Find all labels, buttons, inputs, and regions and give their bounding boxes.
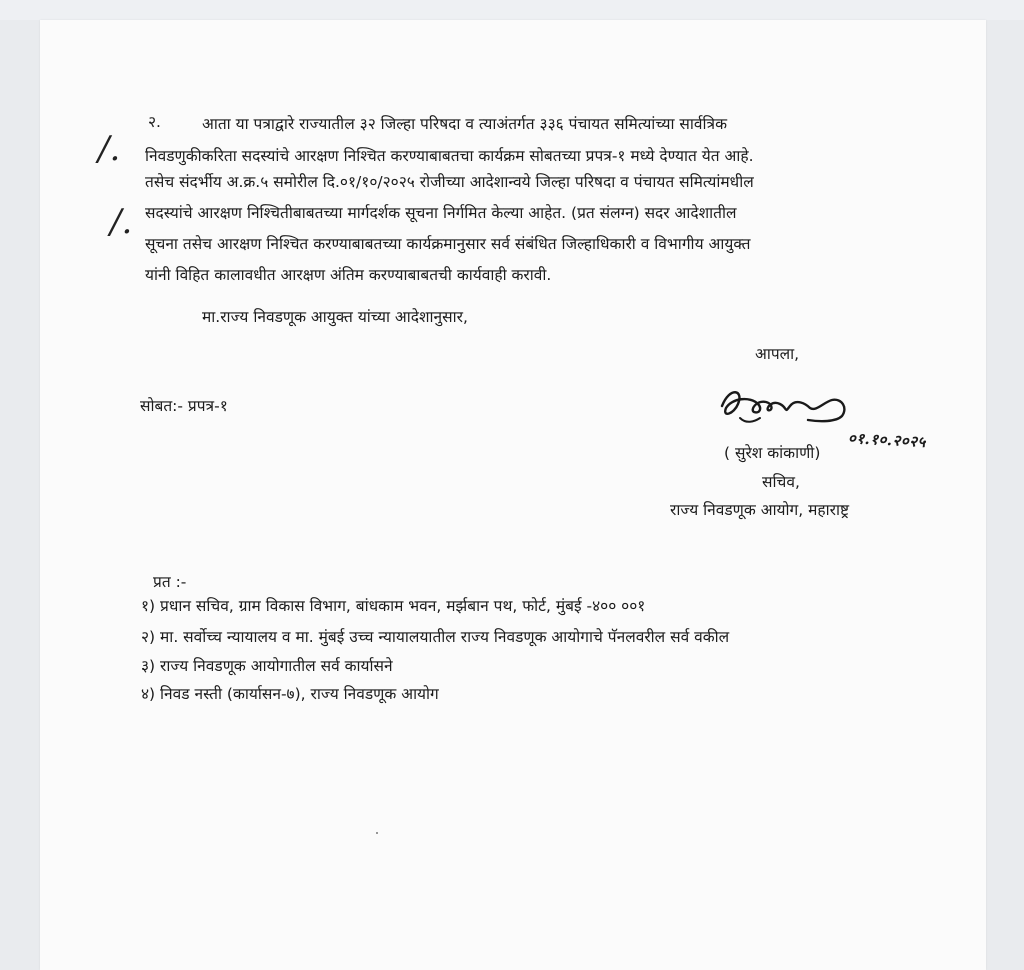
paragraph-number: २. [148,113,161,131]
signatory-organisation: राज्य निवडणूक आयोग, महाराष्ट्र [670,501,850,519]
copy-list-item: २) मा. सर्वोच्च न्यायालय व मा. मुंबई उच्च न्यायालयातील राज्य निवडणूक आयोगाचे पॅनलवरील सर्व वकील [141,628,730,646]
copy-heading: प्रत :- [153,573,187,591]
margin-tick-mark: /. [110,202,133,242]
margin-tick-mark: /. [98,129,121,169]
viewer-top-strip [0,0,1024,20]
paragraph-line: आता या पत्राद्वारे राज्यातील ३२ जिल्हा परिषदा व त्याअंतर्गत ३३६ पंचायत समित्यांच्या सार्वत्रिक [202,115,727,133]
paragraph-line: सदस्यांचे आरक्षण निश्चितीबाबतच्या मार्गदर्शक सूचना निर्गमित केल्या आहेत. (प्रत संलग्न) सदर आदेशातील [145,204,737,222]
document-page [40,20,986,970]
scan-speck [376,832,378,834]
order-line: मा.राज्य निवडणूक आयुक्त यांच्या आदेशानुसार, [202,308,468,326]
enclosure-note: सोबत:- प्रपत्र-१ [140,397,228,415]
copy-list-item: १) प्रधान सचिव, ग्राम विकास विभाग, बांधकाम भवन, मर्झबान पथ, फोर्ट, मुंबई -४०० ००१ [141,597,646,615]
copy-list-item: ३) राज्य निवडणूक आयोगातील सर्व कार्यासने [141,657,393,675]
closing-salutation: आपला, [755,345,800,363]
paragraph-line: तसेच संदर्भीय अ.क्र.५ समोरील दि.०१/१०/२०२५ रोजीच्या आदेशान्वये जिल्हा परिषदा व पंचायत समित्यांमधील [145,173,754,191]
paragraph-line: निवडणुकीकरिता सदस्यांचे आरक्षण निश्चित करण्याबाबतचा कार्यक्रम सोबतच्या प्रपत्र-१ मध्ये देण्यात येत आहे. [145,147,754,165]
paragraph-line: यांनी विहित कालावधीत आरक्षण अंतिम करण्याबाबतची कार्यवाही करावी. [145,266,552,284]
paragraph-line: सूचना तसेच आरक्षण निश्चित करण्याबाबतच्या कार्यक्रमानुसार सर्व संबंधित जिल्हाधिकारी व विभागीय आयुक्त [145,235,751,253]
copy-list-item: ४) निवड नस्ती (कार्यासन-७), राज्य निवडणूक आयोग [141,685,439,703]
signatory-name: ( सुरेश कांकाणी) [724,444,821,462]
signature-date: ०१.१०.२०२५ [847,428,927,452]
signatory-title: सचिव, [762,473,800,491]
